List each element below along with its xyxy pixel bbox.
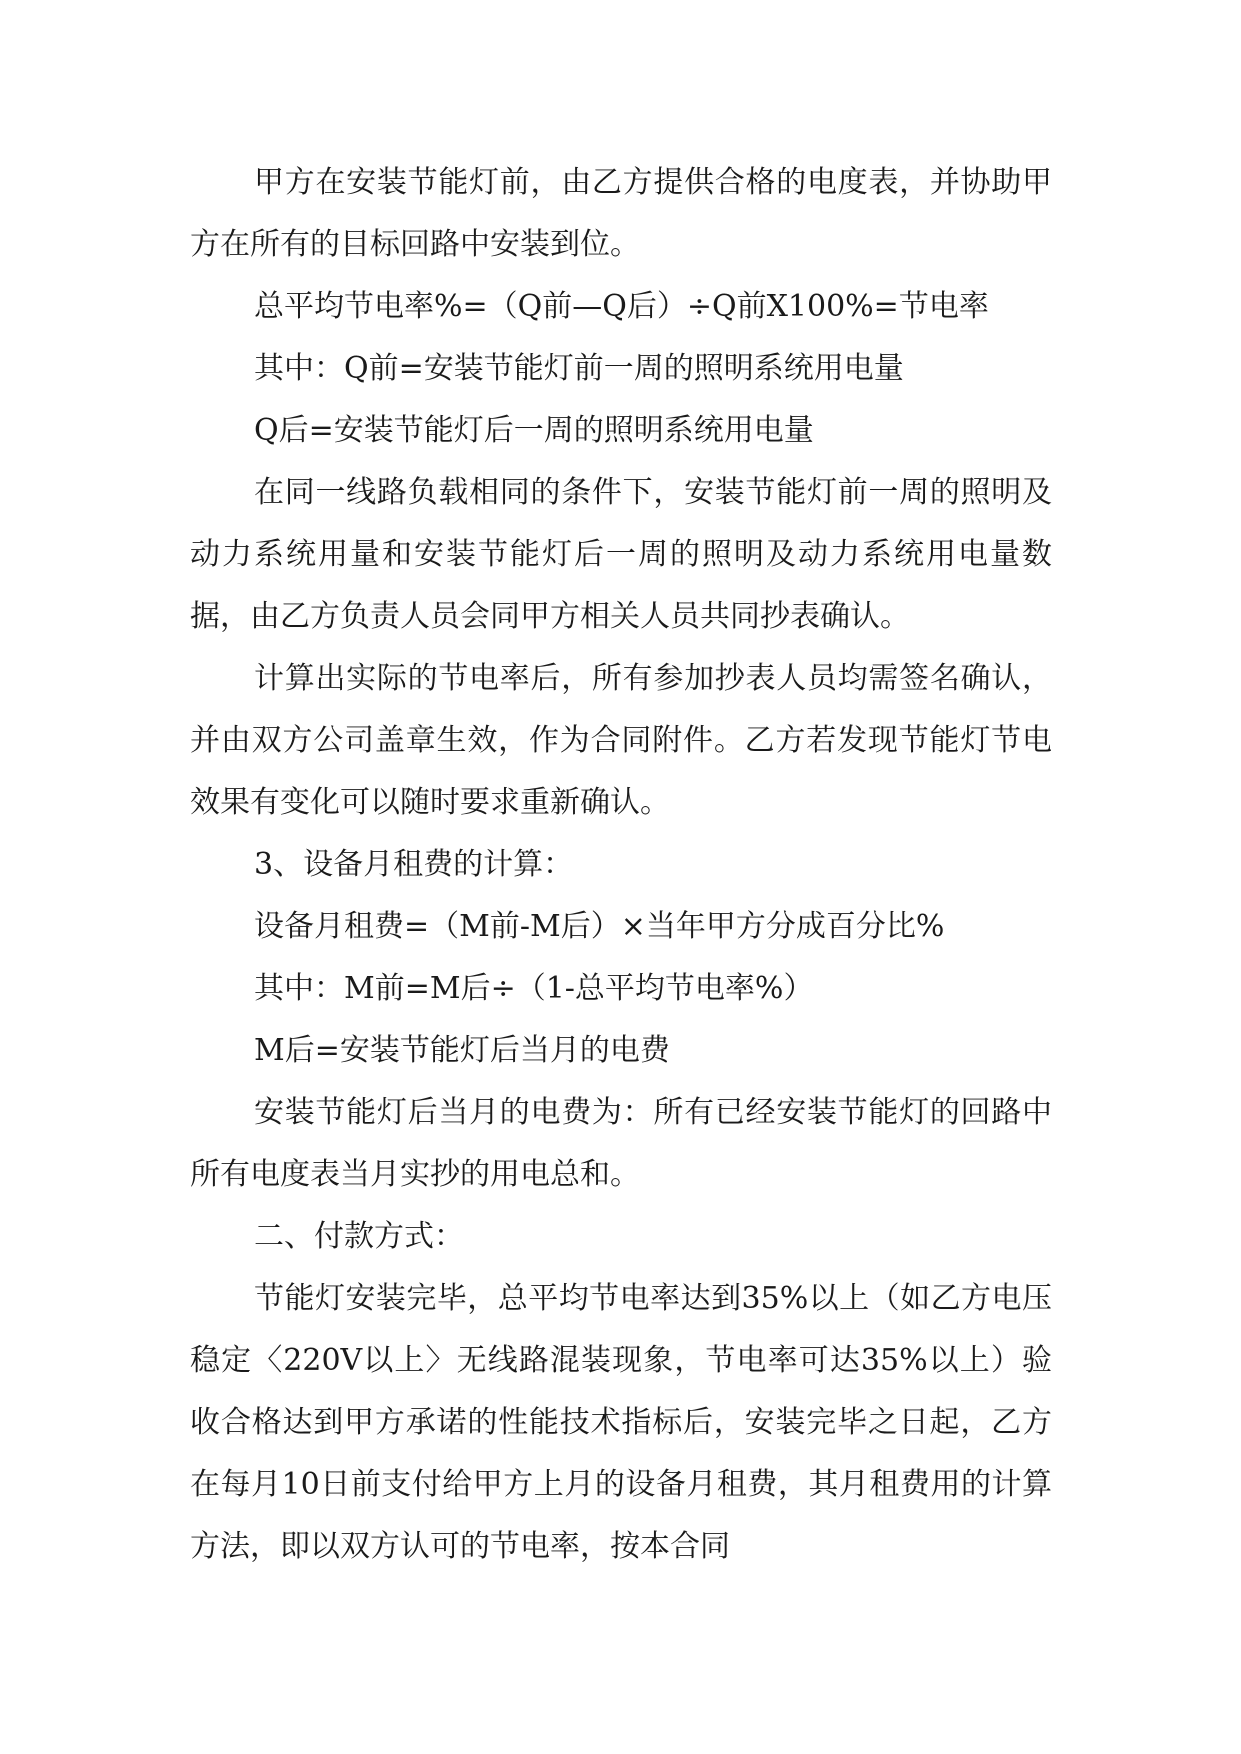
paragraph-meter-reading-confirmation: 在同一线路负载相同的条件下，安装节能灯前一周的照明及动力系统用量和安装节能灯后一周的照明及动力系统用电量数据，由乙方负责人员会同甲方相关人员共同抄表确认。 xyxy=(190,475,1052,634)
paragraph-m-after-definition: M后=安装节能灯后当月的电费 xyxy=(254,1033,670,1068)
paragraph-meter-installation: 甲方在安装节能灯前，由乙方提供合格的电度表，并协助甲方在所有的目标回路中安装到位。 xyxy=(190,165,1052,262)
paragraph-saving-rate-formula: 总平均节电率%=（Q前—Q后）÷Q前X100%=节电率 xyxy=(254,289,989,324)
paragraph-q-before-definition: 其中：Q前=安装节能灯前一周的照明系统用电量 xyxy=(254,351,904,386)
paragraph-q-after-definition: Q后=安装节能灯后一周的照明系统用电量 xyxy=(254,413,814,448)
document-body xyxy=(190,152,1052,1578)
paragraph-monthly-bill-explanation: 安装节能灯后当月的电费为：所有已经安装节能灯的回路中所有电度表当月实抄的用电总和。 xyxy=(190,1095,1052,1192)
paragraph-monthly-rent-formula: 设备月租费=（M前-M后）×当年甲方分成百分比% xyxy=(254,909,945,944)
paragraph-m-before-definition: 其中：M前=M后÷（1-总平均节电率%） xyxy=(254,971,814,1006)
section-heading-payment-method: 二、付款方式： xyxy=(254,1219,464,1254)
section-heading-monthly-rent: 3、设备月租费的计算： xyxy=(254,847,574,882)
paragraph-payment-terms: 节能灯安装完毕，总平均节电率达到35%以上（如乙方电压稳定〈220V以上〉无线路混装现象，节电率可达35%以上）验收合格达到甲方承诺的性能技术指标后，安装完毕之日起，乙方在每月10日前支付给甲方上月的设备月租费，其月租费用的计算方法，即以双方认可的节电率，按本合同 xyxy=(190,1281,1052,1564)
paragraph-signature-confirmation: 计算出实际的节电率后，所有参加抄表人员均需签名确认，并由双方公司盖章生效，作为合同附件。乙方若发现节能灯节电效果有变化可以随时要求重新确认。 xyxy=(190,661,1052,820)
